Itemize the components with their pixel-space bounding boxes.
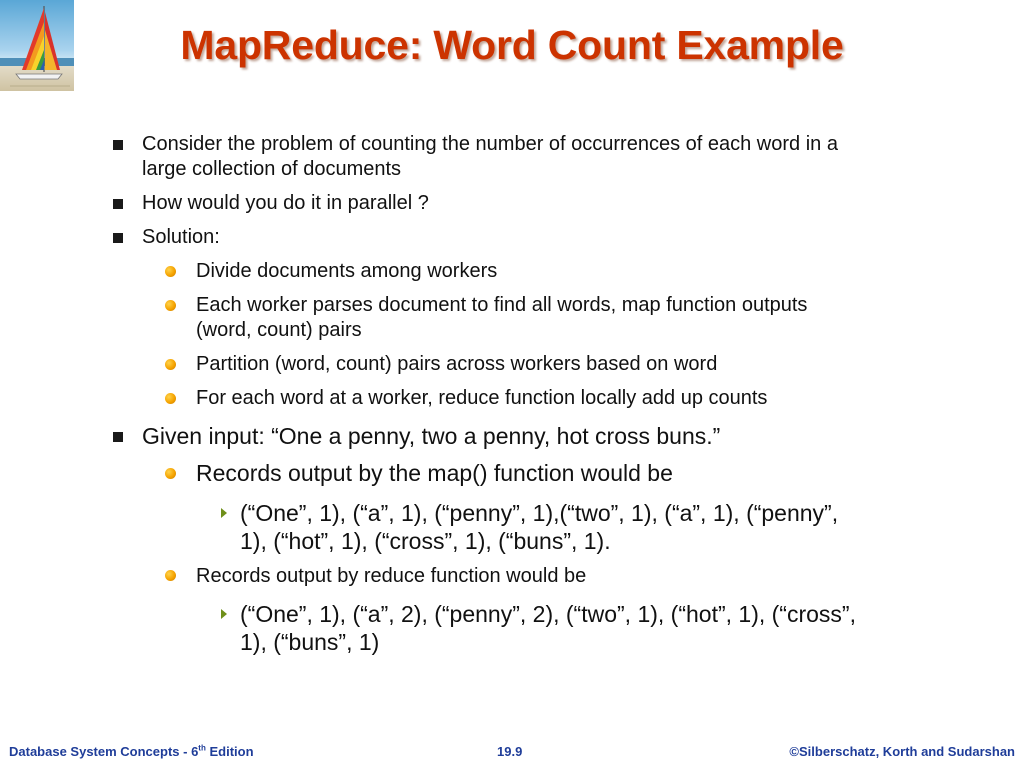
square-bullet-icon <box>113 432 123 442</box>
slide-footer <box>0 744 1024 762</box>
square-bullet-icon <box>113 140 123 150</box>
round-bullet-icon <box>165 266 176 277</box>
sub-bullet-text: Records output by the map() function would be <box>196 460 673 486</box>
round-bullet-icon <box>165 468 176 479</box>
round-bullet-icon <box>165 300 176 311</box>
bullet-text: Consider the problem of counting the number of occurrences of each word in a <box>142 133 838 155</box>
bullet-text-continuation: large collection of documents <box>142 158 402 180</box>
round-bullet-icon <box>165 570 176 581</box>
sub-bullet-text: Partition (word, count) pairs across workers based on word <box>196 353 718 375</box>
slide-number: 19.9 <box>497 744 523 759</box>
sub-bullet-text: For each word at a worker, reduce function locally add up counts <box>196 387 768 409</box>
sub-bullet-text: Records output by reduce function would be <box>196 565 587 587</box>
footer-edition-superscript: th <box>198 743 206 753</box>
sub-sub-bullet-text-continuation: 1), (“hot”, 1), (“cross”, 1), (“buns”, 1). <box>240 528 611 554</box>
sub-sub-bullet-text: (“One”, 1), (“a”, 2), (“penny”, 2), (“two”, 1), (“hot”, 1), (“cross”, <box>240 601 856 627</box>
sub-bullet-text: Each worker parses document to find all words, map function outputs <box>196 294 808 316</box>
round-bullet-icon <box>165 393 176 404</box>
sub-sub-bullet-text-continuation: 1), (“buns”, 1) <box>240 629 380 655</box>
footer-book-title-text: Database System Concepts - 6 <box>9 744 199 759</box>
bullet-text: How would you do it in parallel ? <box>142 192 429 214</box>
bullet-text: Given input: “One a penny, two a penny, hot cross buns.” <box>142 423 721 449</box>
arrow-bullet-icon <box>221 609 227 619</box>
sub-bullet-text: Divide documents among workers <box>196 260 498 282</box>
slide-title: MapReduce: Word Count Example <box>180 22 844 68</box>
square-bullet-icon <box>113 199 123 209</box>
bullet-text: Solution: <box>142 226 220 248</box>
sub-sub-bullet-text: (“One”, 1), (“a”, 1), (“penny”, 1),(“two”, 1), (“a”, 1), (“penny”, <box>240 500 839 526</box>
footer-copyright: ©Silberschatz, Korth and Sudarshan <box>789 744 1015 759</box>
footer-book-title <box>9 744 254 759</box>
round-bullet-icon <box>165 359 176 370</box>
square-bullet-icon <box>113 233 123 243</box>
footer-edition-text: Edition <box>205 744 254 759</box>
sub-bullet-text-continuation: (word, count) pairs <box>196 319 362 341</box>
arrow-bullet-icon <box>221 508 227 518</box>
